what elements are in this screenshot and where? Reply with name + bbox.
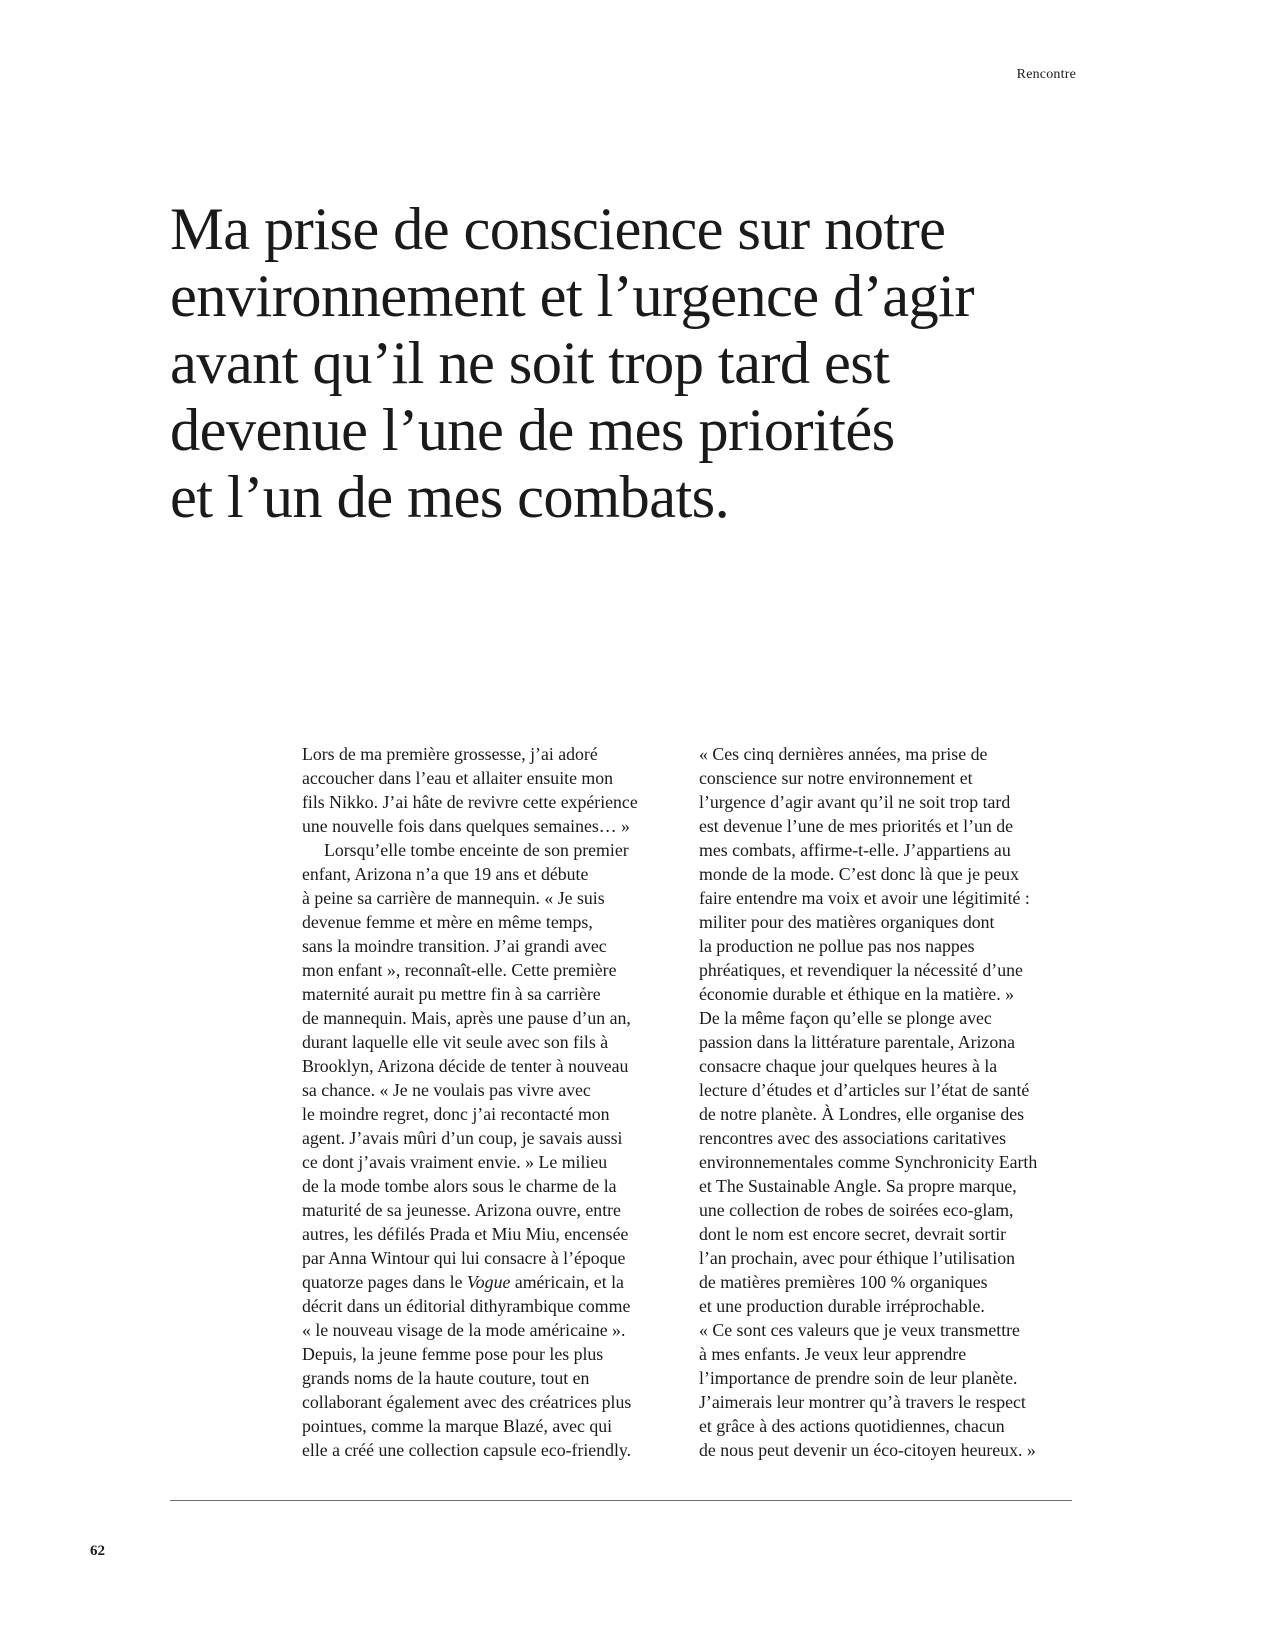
text-line: Lorsqu’elle tombe enceinte de son premier bbox=[324, 840, 629, 860]
text-line: autres, les défilés Prada et Miu Miu, encensée bbox=[302, 1224, 629, 1244]
text-line: et The Sustainable Angle. Sa propre marque, bbox=[699, 1176, 1017, 1196]
text-line: monde de la mode. C’est donc là que je peux bbox=[699, 864, 1019, 884]
text-line: mon enfant », reconnaît-elle. Cette première bbox=[302, 960, 617, 980]
text-line: est devenue l’une de mes priorités et l’un de bbox=[699, 816, 1014, 836]
footer-divider bbox=[170, 1500, 1072, 1501]
left-column bbox=[302, 742, 682, 1462]
text-line: sa chance. « Je ne voulais pas vivre avec bbox=[302, 1080, 591, 1100]
text-line: l’importance de prendre soin de leur planète. bbox=[699, 1368, 1018, 1388]
text-line: « le nouveau visage de la mode américaine ». bbox=[302, 1320, 626, 1340]
text-line: économie durable et éthique en la matière. » bbox=[699, 984, 1014, 1004]
text-line: de nous peut devenir un éco-citoyen heureux. » bbox=[699, 1440, 1036, 1460]
text-line: Brooklyn, Arizona décide de tenter à nouveau bbox=[302, 1056, 629, 1076]
pull-quote-line: avant qu’il ne soit trop tard est bbox=[170, 330, 890, 397]
text-line: devenue femme et mère en même temps, bbox=[302, 912, 593, 932]
text-line: phréatiques, et revendiquer la nécessité d’une bbox=[699, 960, 1023, 980]
page-number: 62 bbox=[90, 1543, 105, 1559]
text-line: sans la moindre transition. J’ai grandi avec bbox=[302, 936, 607, 956]
text-line: maturité de sa jeunesse. Arizona ouvre, entre bbox=[302, 1200, 621, 1220]
text-line: à peine sa carrière de mannequin. « Je suis bbox=[302, 888, 605, 908]
text-line: quatorze pages dans le Vogue américain, et la bbox=[302, 1272, 624, 1292]
text-line: à mes enfants. Je veux leur apprendre bbox=[699, 1344, 967, 1364]
text-line: fils Nikko. J’ai hâte de revivre cette expérience bbox=[302, 792, 638, 812]
text-line: par Anna Wintour qui lui consacre à l’époque bbox=[302, 1248, 626, 1268]
text-line: environnementales comme Synchronicity Earth bbox=[699, 1152, 1038, 1172]
text-line: accoucher dans l’eau et allaiter ensuite mon bbox=[302, 768, 614, 788]
text-line: « Ce sont ces valeurs que je veux transmettre bbox=[699, 1320, 1020, 1340]
text-line: collaborant également avec des créatrices plus bbox=[302, 1392, 632, 1412]
text-line: l’an prochain, avec pour éthique l’utilisation bbox=[699, 1248, 1016, 1268]
text-line: décrit dans un éditorial dithyrambique comme bbox=[302, 1296, 631, 1316]
text-line: agent. J’avais mûri d’un coup, je savais aussi bbox=[302, 1128, 623, 1148]
text-line: conscience sur notre environnement et bbox=[699, 768, 973, 788]
text-line: durant laquelle elle vit seule avec son fils à bbox=[302, 1032, 609, 1052]
text-line: de mannequin. Mais, après une pause d’un an, bbox=[302, 1008, 631, 1028]
section-label: Rencontre bbox=[1016, 67, 1076, 82]
text-line: de matières premières 100 % organiques bbox=[699, 1272, 988, 1292]
pull-quote-line: devenue l’une de mes priorités bbox=[170, 397, 895, 464]
article-body bbox=[302, 742, 1072, 1462]
text-line: Lors de ma première grossesse, j’ai adoré bbox=[302, 744, 598, 764]
text-line: lecture d’études et d’articles sur l’état de santé bbox=[699, 1080, 1030, 1100]
text-line: la production ne pollue pas nos nappes bbox=[699, 936, 975, 956]
text-line: enfant, Arizona n’a que 19 ans et débute bbox=[302, 864, 589, 884]
text-line: l’urgence d’agir avant qu’il ne soit trop tard bbox=[699, 792, 1011, 812]
text-line: de la mode tombe alors sous le charme de la bbox=[302, 1176, 617, 1196]
text-line: elle a créé une collection capsule eco-friendly. bbox=[302, 1440, 632, 1460]
text-line: et grâce à des actions quotidiennes, chacun bbox=[699, 1416, 1005, 1436]
text-line: dont le nom est encore secret, devrait sortir bbox=[699, 1224, 1007, 1244]
text-line: une collection de robes de soirées eco-glam, bbox=[699, 1200, 1014, 1220]
pull-quote-line: Ma prise de conscience sur notre bbox=[170, 196, 946, 263]
text-line: passion dans la littérature parentale, Arizona bbox=[699, 1032, 1015, 1052]
text-line: « Ces cinq dernières années, ma prise de bbox=[699, 744, 988, 764]
text-line: Depuis, la jeune femme pose pour les plus bbox=[302, 1344, 604, 1364]
text-line: faire entendre ma voix et avoir une légitimité : bbox=[699, 888, 1030, 908]
text-line: De la même façon qu’elle se plonge avec bbox=[699, 1008, 992, 1028]
text-line: consacre chaque jour quelques heures à la bbox=[699, 1056, 998, 1076]
right-column bbox=[699, 742, 1079, 1462]
text-line: une nouvelle fois dans quelques semaines… » bbox=[302, 816, 630, 836]
text-line: de notre planète. À Londres, elle organise des bbox=[699, 1104, 1025, 1124]
pull-quote-line: et l’un de mes combats. bbox=[170, 464, 730, 531]
text-line: et une production durable irréprochable. bbox=[699, 1296, 985, 1316]
text-line: le moindre regret, donc j’ai recontacté mon bbox=[302, 1104, 610, 1124]
text-line: J’aimerais leur montrer qu’à travers le respect bbox=[699, 1392, 1026, 1412]
text-line: militer pour des matières organiques dont bbox=[699, 912, 995, 932]
text-line: ce dont j’avais vraiment envie. » Le milieu bbox=[302, 1152, 608, 1172]
text-line: pointues, comme la marque Blazé, avec qui bbox=[302, 1416, 613, 1436]
text-line: rencontres avec des associations caritatives bbox=[699, 1128, 1007, 1148]
pull-quote bbox=[170, 196, 1070, 531]
text-line: mes combats, affirme-t-elle. J’appartiens au bbox=[699, 840, 1011, 860]
text-line: maternité aurait pu mettre fin à sa carrière bbox=[302, 984, 601, 1004]
pull-quote-line: environnement et l’urgence d’agir bbox=[170, 263, 974, 330]
text-line: grands noms de la haute couture, tout en bbox=[302, 1368, 590, 1388]
